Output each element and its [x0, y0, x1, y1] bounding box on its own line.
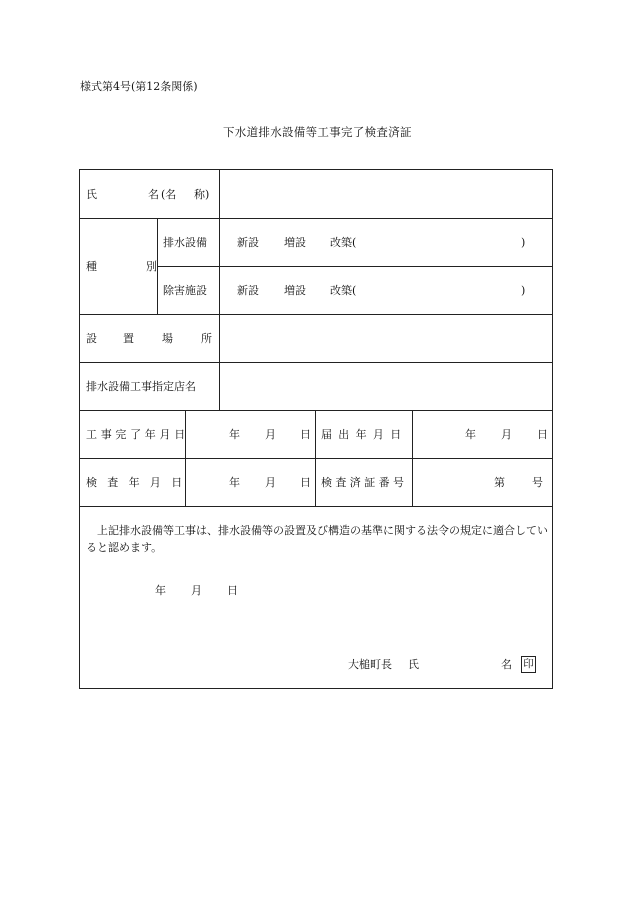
contractor-label: 排水設備工事指定店名	[86, 380, 196, 393]
date-unit-month: 月	[501, 428, 512, 441]
certification-statement: 上記排水設備等工事は、排水設備等の設置及び構造の基準に関する法令の規定に適合していると認めます。	[86, 524, 548, 554]
location-label-char: 所	[201, 332, 212, 345]
row-divider	[80, 410, 552, 411]
date-unit-year: 年	[229, 476, 240, 489]
date-unit-day: 日	[537, 428, 548, 441]
name-label-char: 称)	[194, 188, 210, 201]
type-label-char: 別	[146, 260, 157, 273]
cert-date-month: 月	[191, 584, 202, 597]
option-new[interactable]: 新設	[237, 284, 259, 297]
certificate-number-label: 検査済証番号	[321, 476, 408, 489]
seal-box[interactable]: 印	[521, 656, 536, 673]
form-reference: 様式第4号(第12条関係)	[80, 80, 198, 93]
option-new[interactable]: 新設	[237, 236, 259, 249]
completion-date-label: 工事完了年月日	[86, 428, 189, 441]
date-unit-month: 月	[265, 428, 276, 441]
type-label-char: 種	[86, 260, 97, 273]
date-unit-day: 日	[300, 428, 311, 441]
location-value-field[interactable]	[220, 315, 552, 362]
option-expansion[interactable]: 増設	[284, 236, 306, 249]
column-divider	[185, 410, 186, 506]
close-paren: )	[521, 284, 526, 297]
option-renovation[interactable]: 改築(	[330, 284, 357, 297]
contractor-value-field[interactable]	[220, 363, 552, 410]
name-suffix: 名	[501, 658, 512, 671]
row-divider	[80, 506, 552, 507]
row-divider	[157, 266, 552, 267]
location-label-char: 置	[123, 332, 134, 345]
date-unit-month: 月	[265, 476, 276, 489]
row-divider	[80, 218, 552, 219]
signer-title: 氏	[408, 658, 419, 671]
inspection-date-label: 検査年月日	[86, 476, 193, 489]
name-label-char: 名	[148, 188, 159, 201]
option-renovation[interactable]: 改築(	[330, 236, 357, 249]
pretreatment-facility-label: 除害施設	[163, 284, 207, 297]
number-unit-dai: 第	[494, 476, 505, 489]
date-unit-day: 日	[300, 476, 311, 489]
number-unit-go: 号	[532, 476, 543, 489]
drainage-facility-label: 排水設備	[163, 236, 207, 249]
close-paren: )	[521, 236, 526, 249]
cert-date-year: 年	[155, 584, 166, 597]
location-label-char: 設	[86, 332, 97, 345]
document-title: 下水道排水設備等工事完了検査済証	[223, 125, 412, 139]
column-divider	[157, 218, 158, 314]
location-label-char: 場	[162, 332, 173, 345]
row-divider	[80, 458, 552, 459]
name-label-char: 氏	[86, 188, 97, 201]
date-unit-year: 年	[465, 428, 476, 441]
cert-date-day: 日	[227, 584, 238, 597]
column-divider	[315, 410, 316, 506]
signer-name: 大槌町長	[348, 658, 392, 671]
date-unit-year: 年	[229, 428, 240, 441]
report-date-label: 届出年月日	[321, 428, 408, 441]
option-expansion[interactable]: 増設	[284, 284, 306, 297]
form-table	[79, 169, 553, 689]
column-divider	[412, 410, 413, 506]
name-value-field[interactable]	[220, 170, 552, 218]
name-label-char: (名	[161, 188, 177, 201]
